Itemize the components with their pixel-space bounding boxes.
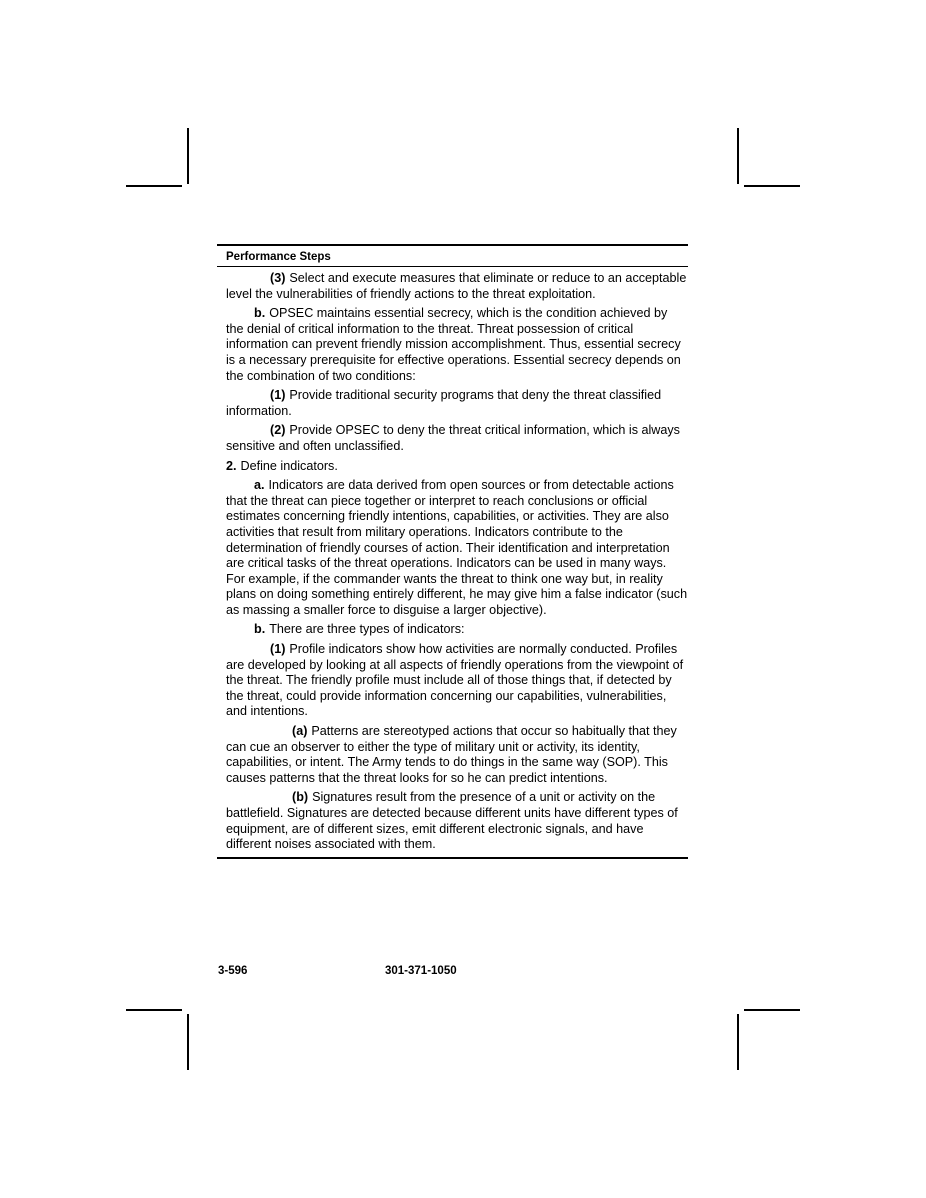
paragraph-text: Provide traditional security programs that deny the threat classified information. <box>226 388 662 418</box>
paragraph-b <box>226 306 688 384</box>
paragraph-a <box>226 724 688 786</box>
section-header: Performance Steps <box>217 246 688 267</box>
paragraph-b <box>226 790 688 852</box>
paragraph-text: Signatures result from the presence of a unit or activity on the battlefield. Signatures are detected because different units have different types of equipment, are of different sizes, emit different electronic signals, and have different noises associated with them. <box>226 790 678 852</box>
paragraph-label: a. <box>254 478 265 493</box>
crop-mark-bottom-right-horizontal <box>744 1009 800 1011</box>
crop-mark-top-left-horizontal <box>126 185 182 187</box>
paragraph-text: Indicators are data derived from open sources or from detectable actions that the threat can piece together or interpret to reach conclusions or official estimates concerning friendly intentions, capabilities, or activities. They are also activities that result from military operations. Indicators contribute to the determination of friendly courses of action. Their identification and interpretation are critical tasks of the threat operations. Indicators can be used in many ways. For example, if the commander wants the threat to think one way but, in reality plans on doing something entirely different, he may give him a false indicator (such as massing a smaller force to disguise a larger objective). <box>226 478 688 617</box>
paragraph-label: 2. <box>226 458 237 473</box>
paragraph-text: Define indicators. <box>240 458 338 473</box>
paragraph-text: Patterns are stereotyped actions that occur so habitually that they can cue an observer to either the type of military unit or activity, its identity, capabilities, or intent. The Army tends to do things in the same way (SOP). This causes patterns that the threat looks for so he can predict intentions. <box>226 724 677 785</box>
page-number: 3-596 <box>218 965 248 977</box>
paragraph-text: Select and execute measures that eliminate or reduce to an acceptable level the vulnerabilities of friendly actions to the threat exploitation. <box>226 271 687 301</box>
paragraph-a <box>226 478 688 618</box>
crop-mark-top-left-vertical <box>187 128 189 184</box>
crop-mark-bottom-right-vertical <box>737 1014 739 1070</box>
paragraph-text: Provide OPSEC to deny the threat critical information, which is always sensitive and often unclassified. <box>226 423 680 453</box>
paragraph-label: (3) <box>270 271 286 285</box>
crop-mark-top-right-horizontal <box>744 185 800 187</box>
crop-mark-bottom-left-horizontal <box>126 1009 182 1011</box>
crop-mark-bottom-left-vertical <box>187 1014 189 1070</box>
bottom-rule <box>217 857 688 859</box>
paragraph-text: OPSEC maintains essential secrecy, which is the condition achieved by the denial of critical information to the threat. Threat possession of critical information can prevent friendly mission accomplishment. Thus, essential secrecy is a necessary prerequisite for effective operations. Essential secrecy depends on the combination of two conditions: <box>226 306 681 383</box>
paragraph-label: (1) <box>270 388 286 403</box>
paragraph-text: There are three types of indicators: <box>269 622 465 637</box>
paragraph-1 <box>226 388 688 419</box>
document-number: 301-371-1050 <box>385 965 457 977</box>
paragraph-label: b. <box>254 622 266 637</box>
document-body <box>217 267 688 853</box>
crop-mark-top-right-vertical <box>737 128 739 184</box>
paragraph-label: (2) <box>270 423 286 438</box>
paragraph-b <box>226 622 688 638</box>
paragraph-label: b. <box>254 306 266 321</box>
paragraph-label: (a) <box>292 724 308 739</box>
paragraph-1 <box>226 642 688 720</box>
paragraph-3 <box>226 271 688 302</box>
paragraph-2 <box>226 423 688 454</box>
paragraph-text: Profile indicators show how activities are normally conducted. Profiles are developed by looking at all aspects of friendly operations from the viewpoint of the threat. The friendly profile must include all of those things that, if detected by the threat, could provide information concerning our capabilities, vulnerabilities, and intentions. <box>226 642 684 719</box>
step-2-heading <box>226 459 688 475</box>
document-page <box>217 244 688 859</box>
paragraph-label: (b) <box>292 790 309 805</box>
paragraph-label: (1) <box>270 642 286 657</box>
